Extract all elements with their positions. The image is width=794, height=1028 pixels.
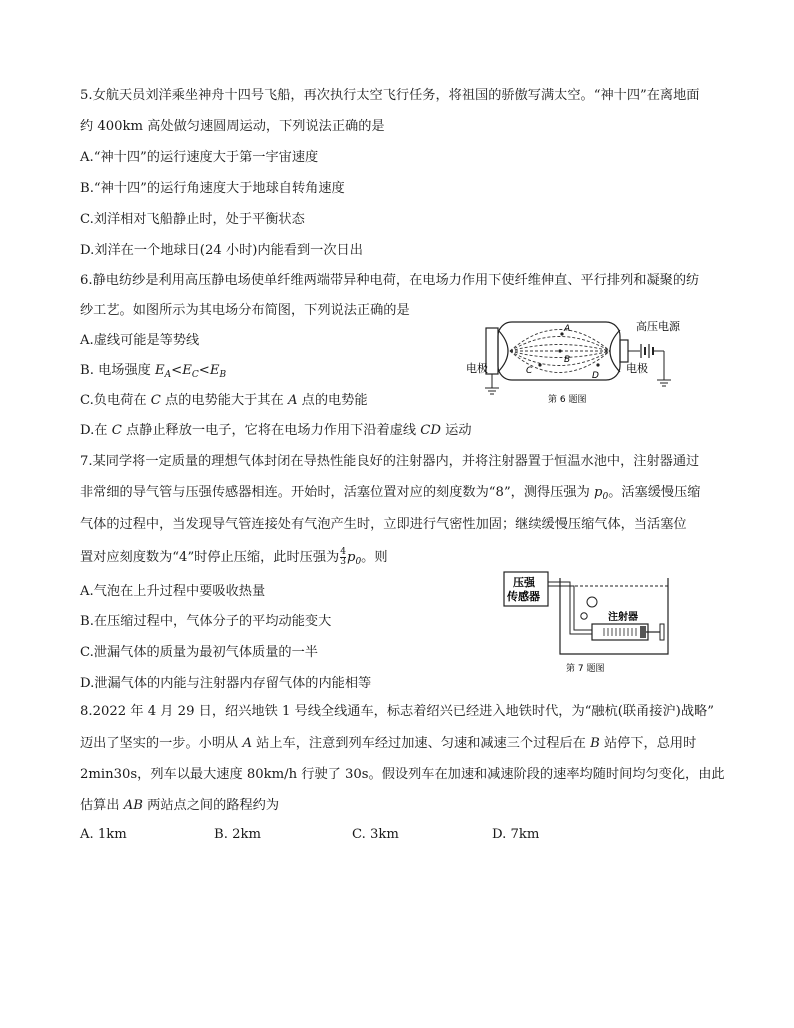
q6-option-b [80,362,226,384]
q7-figure [500,568,680,678]
fraction-denominator: 3 [340,557,346,567]
sensor-label-line-2: 传感器 [507,590,540,603]
q7-stem-line-4-end: 。则 [361,550,388,565]
bubble-small [581,613,587,619]
q6-option-b-prefix: B. 电场强度 [80,363,156,378]
q7-stem-line-1: 7.某同学将一定质量的理想气体封闭在导热性能良好的注射器内，并将注射器置于恒温水池中，注射器通过 [80,454,700,469]
var-c: C [150,393,161,408]
q6-option-d [80,422,472,440]
fraction-numerator: 4 [340,547,346,557]
var-p: p [346,550,356,565]
var-b: B [590,736,600,751]
sub-a: A [164,370,172,380]
q6-option-c-text-3: 点的电势能 [297,393,368,408]
less-than: < [198,363,210,378]
less-than: < [171,363,183,378]
point-a-label: A [564,324,571,334]
var-a: A [242,736,252,751]
point-d-dot [596,363,599,366]
point-b-label: B [564,355,571,365]
point-b-dot [558,349,561,352]
power-source-label: 高压电源 [636,320,680,333]
var-e: E [182,363,192,378]
q7-stem-line-2-text: 非常细的导气管与压强传感器相连。开始时，活塞位置对应的刻度数为“8”，测得压强为 [80,485,594,500]
var-p: p [594,485,603,500]
point-d-label: D [592,371,599,381]
q8-stem-line-4-text-2: 两站点之间的路程约为 [142,798,280,813]
q8-option-c: C. 3km [352,827,399,842]
q7-option-c: C.泄漏气体的质量为最初气体质量的一半 [80,645,318,660]
sub-b: B [219,370,227,380]
q8-stem-line-2-text-1: 迈出了坚实的一步。小明从 [80,736,243,751]
q7-stem-line-3: 气体的过程中，当发现导气管连接处有气泡产生时，立即进行气密性加固；继续缓慢压缩气体，当活塞位 [80,517,687,532]
q6-option-a: A.虚线可能是等势线 [80,333,200,348]
q6-option-c [80,392,368,410]
var-ab: AB [123,798,143,813]
syringe-piston [640,626,646,638]
right-electrode-label: 电极 [626,362,648,375]
q6-option-c-text-2: 点的电势能大于其在 [160,393,288,408]
point-c-label: C [526,366,533,376]
q6-option-d-text-3: 运动 [440,423,472,438]
q7-option-a: A.气泡在上升过程中要吸收热量 [80,584,266,599]
figure-7-caption: 第 7 题图 [566,664,605,674]
figure-6-caption: 第 6 题图 [548,395,587,405]
q8-stem-line-1: 8.2022 年 4 月 29 日，绍兴地铁 1 号线全线通车，标志着绍兴已经进入地铁时代，为“融杭(联甬接沪)战略” [80,704,714,719]
q5-option-c: C.刘洋相对飞船静止时，处于平衡状态 [80,212,305,227]
q7-option-b: B.在压缩过程中，气体分子的平均动能变大 [80,614,332,629]
right-electrode-cup [610,330,620,372]
var-a: A [287,393,298,408]
right-electrode-plate [620,340,628,362]
sub-0: 0 [602,492,609,502]
q8-stem-line-2-text-2: 站上车，注意到列车经过加速、匀速和减速三个过程后在 [251,736,591,751]
q6-figure [460,310,700,410]
q7-stem-line-2-end: 。活塞缓慢压缩 [608,485,701,500]
q8-stem-line-4 [80,797,279,815]
syringe-label: 注射器 [608,612,638,623]
q8-stem-line-2-text-3: 站停下，总用时 [599,736,697,751]
q8-stem-line-3: 2min30s，列车以最大速度 80km/h 行驶了 30s。假设列车在加速和减速阶段的速率均随时间均匀变化，由此 [80,767,725,782]
left-electrode-cup [498,330,508,372]
syringe-plunger-cap [660,624,664,640]
var-e: E [209,363,220,378]
q5-stem-line-1: 5.女航天员刘洋乘坐神舟十四号飞船，再次执行太空飞行任务，将祖国的骄傲写满太空。“神十四”在离地面 [80,88,700,103]
var-c: C [111,423,122,438]
fraction-4-3 [340,548,346,567]
q5-option-b: B.“神十四”的运行角速度大于地球自转角速度 [80,181,345,196]
q6-option-d-text-1: D.在 [80,423,112,438]
q6-stem-line-2: 纱工艺。如图所示为其电场分布简图，下列说法正确的是 [80,303,410,318]
q6-option-c-text-1: C.负电荷在 [80,393,151,408]
q6-option-d-text-2: 点静止释放一电子，它将在电场力作用下沿着虚线 [121,423,421,438]
q7-stem-line-2 [80,484,701,506]
sensor-label-line-1: 压强 [513,576,535,589]
q6-stem-line-1: 6.静电纺纱是利用高压静电场使单纤维两端带异种电荷，在电场力作用下使纤维伸直、平行排列和凝聚的纺 [80,273,700,288]
q8-option-b: B. 2km [214,827,261,842]
q5-option-a: A.“神十四”的运行速度大于第一宇宙速度 [80,150,319,165]
sub-c: C [191,370,199,380]
q8-stem-line-2 [80,735,696,753]
var-e: E [155,363,165,378]
q8-option-d: D. 7km [492,827,540,842]
q5-stem-line-2: 约 400km 高处做匀速圆周运动，下列说法正确的是 [80,119,385,134]
q8-option-a: A. 1km [80,827,127,842]
gas-tube [548,582,592,634]
q7-stem-line-4 [80,548,388,571]
sub-0: 0 [355,557,362,567]
point-c-dot [538,363,541,366]
q5-option-d: D.刘洋在一个地球日(24 小时)内能看到一次日出 [80,243,363,258]
q7-option-d: D.泄漏气体的内能与注射器内存留气体的内能相等 [80,676,372,691]
var-cd: CD [420,423,441,438]
q7-stem-line-4-text: 置对应刻度数为“4”时停止压缩，此时压强为 [80,550,340,565]
left-electrode-label: 电极 [466,362,488,375]
q8-stem-line-4-text-1: 估算出 [80,798,124,813]
bubble-large [587,597,597,607]
